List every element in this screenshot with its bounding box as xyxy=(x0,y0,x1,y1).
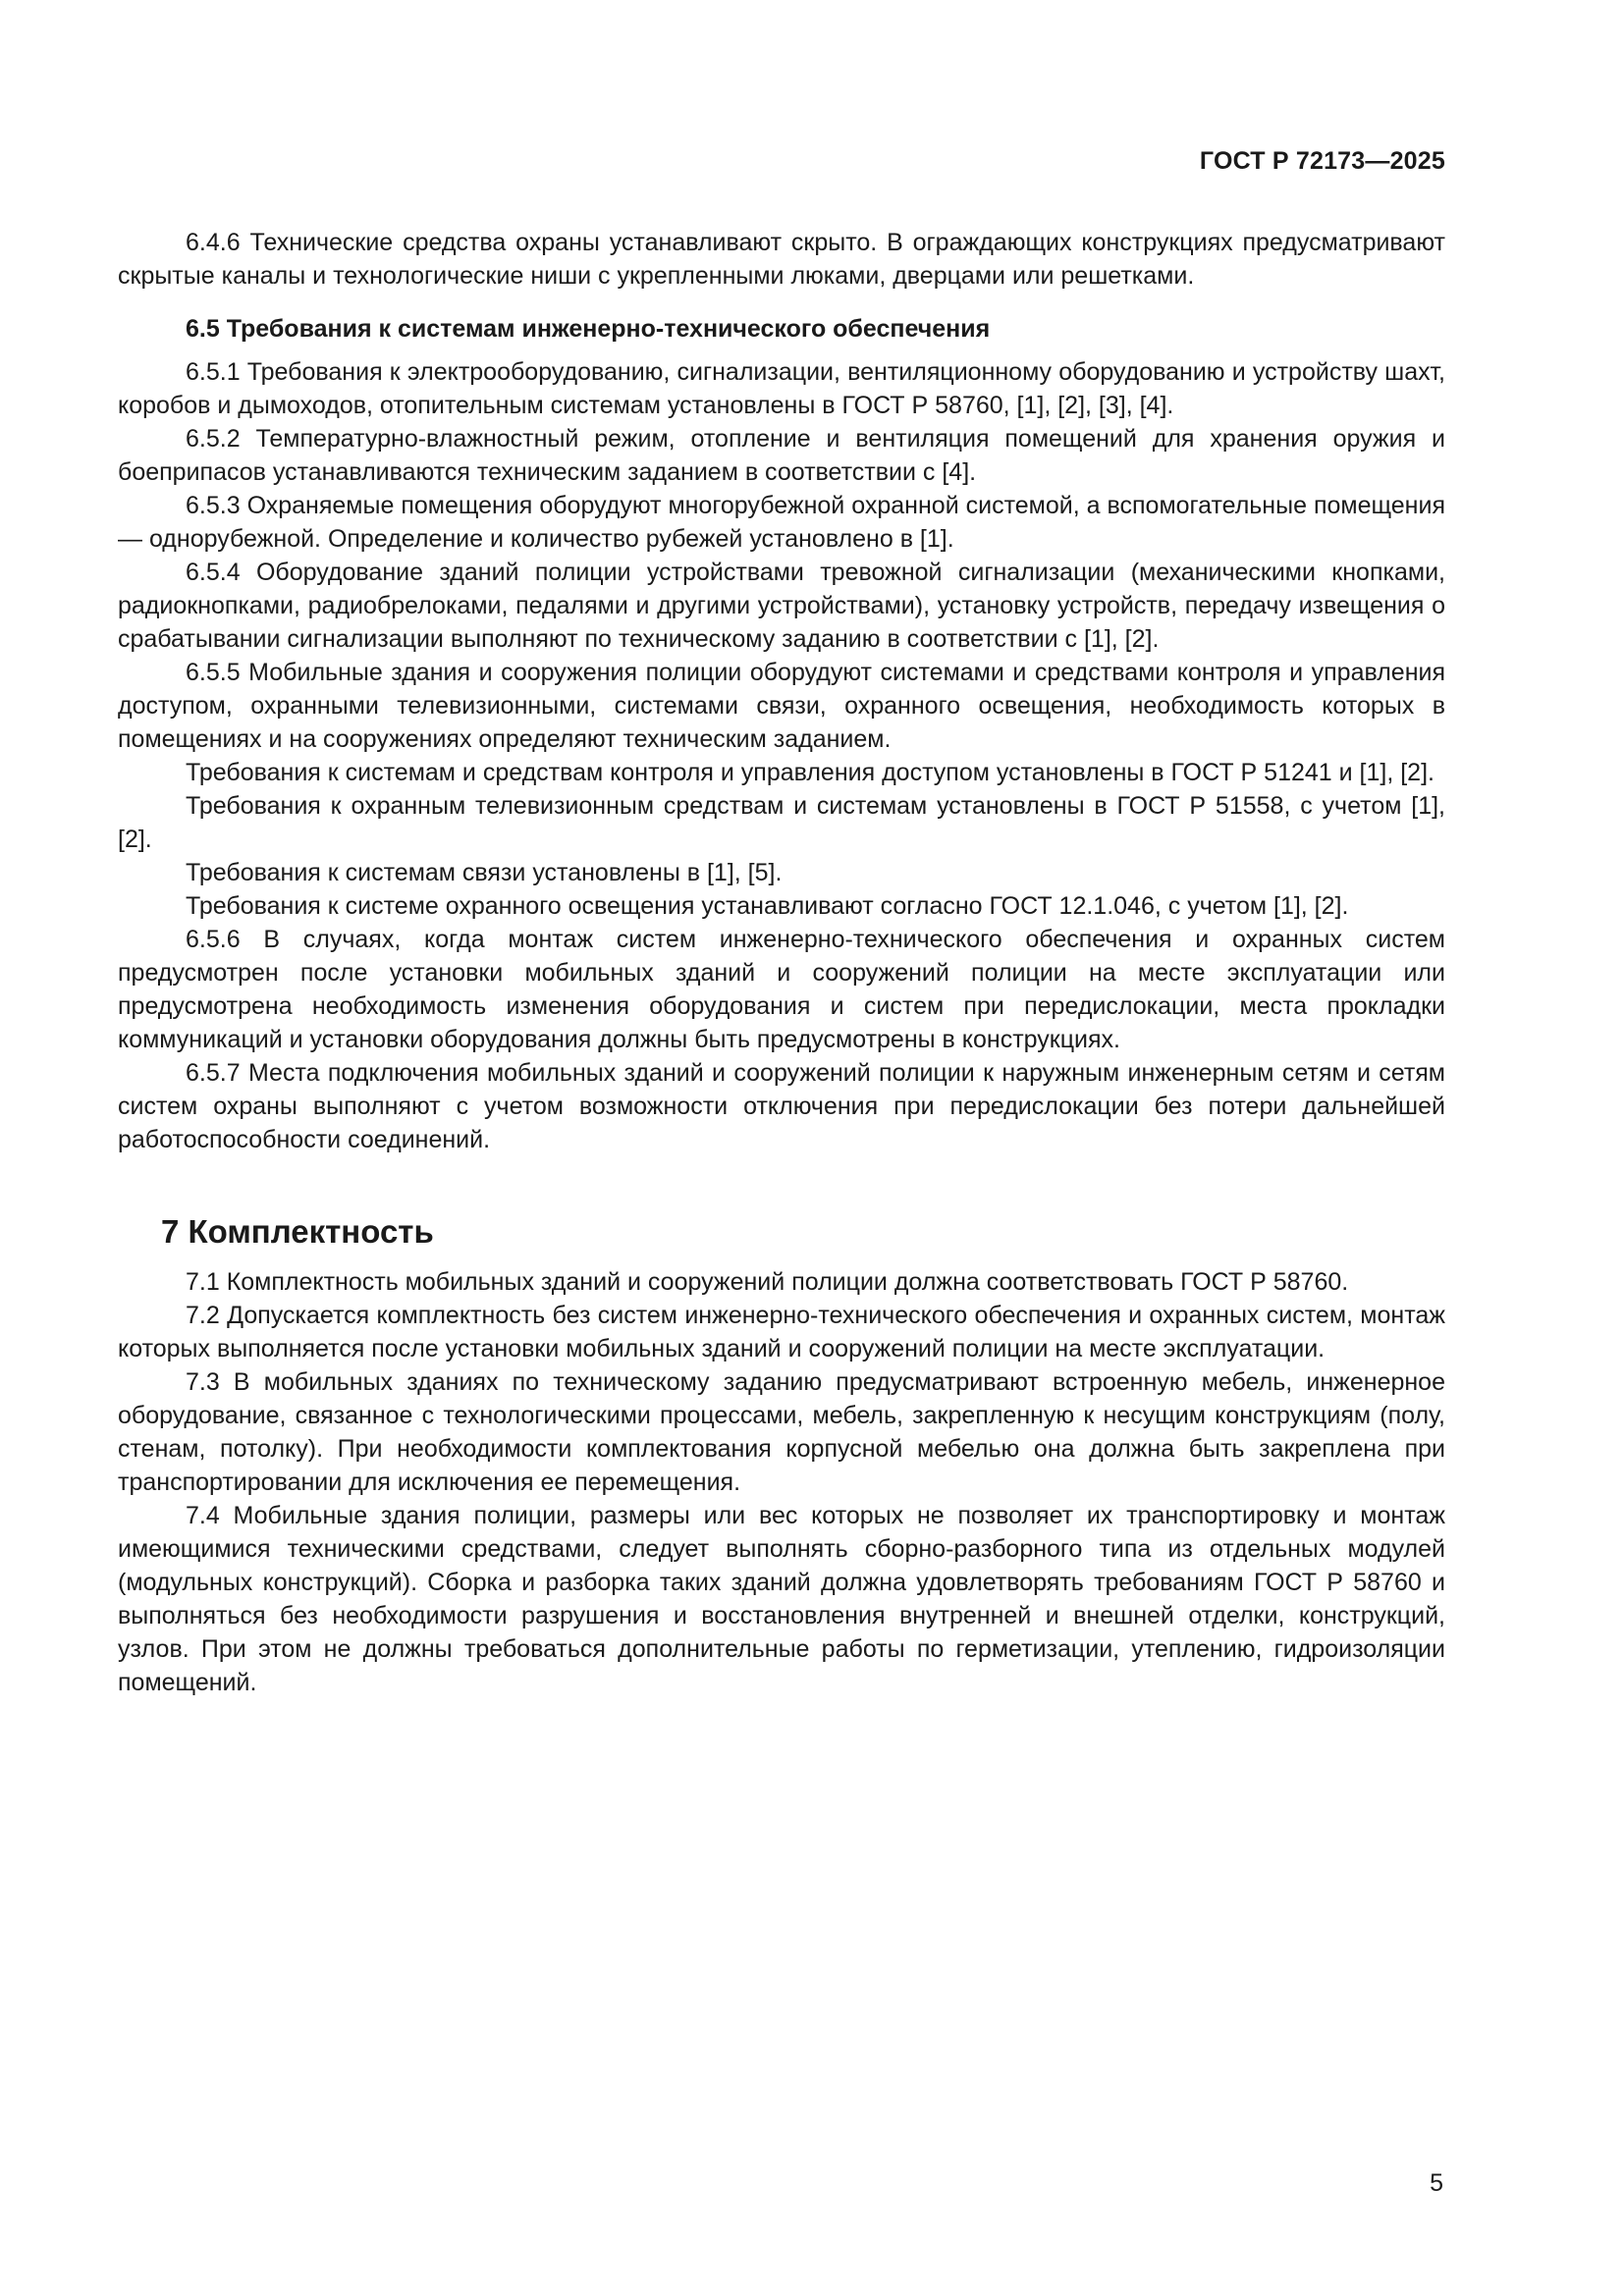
page-number: 5 xyxy=(1430,2169,1443,2197)
paragraph-6-5-5-communication: Требования к системам связи установлены в [1], [5]. xyxy=(186,859,783,886)
paragraph-7-3: 7.3 В мобильных зданиях по техническому заданию предусматривают встроенную мебель, инженерное оборудование, связанное с технологическими процессами, мебель, закрепленную к несущим конструкциям (полу, стенам, потолку). При необходимости комплектования корпусной мебелью она должна быть закреплена при транспортировании для исключения ее перемещения. xyxy=(118,1368,1445,1496)
paragraph-7-4: 7.4 Мобильные здания полиции, размеры или вес которых не позволяет их транспортировку и монтаж имеющимися техническими средствами, следует выполнять сборно-разборного типа из отдельных модулей (модульных конструкций). Сборка и разборка таких зданий должна удовлетворять требованиям ГОСТ Р 58760 и выполняться без необходимости разрушения и восстановления внутренней и внешней отделки, конструкций, узлов. При этом не должны требоваться дополнительные работы по герметизации, утеплению, гидроизоляции помещений. xyxy=(118,1502,1445,1696)
paragraph-6-5-5-lighting: Требования к системе охранного освещения устанавливают согласно ГОСТ 12.1.046, с учетом [1], [2]. xyxy=(186,892,1349,920)
paragraph-6-4-6: 6.4.6 Технические средства охраны устанавливают скрыто. В ограждающих конструкциях предусматривают скрытые каналы и технологические ниши с укрепленными люками, дверцами или решетками. xyxy=(118,229,1445,290)
paragraph-7-2: 7.2 Допускается комплектность без систем инженерно-технического обеспечения и охранных систем, монтаж которых выполняется после установки мобильных зданий и сооружений полиции на месте эксплуатации. xyxy=(118,1302,1445,1362)
document-body xyxy=(118,226,1445,1699)
paragraph-6-5-5-access-control: Требования к системам и средствам контроля и управления доступом установлены в ГОСТ Р 51241 и [1], [2]. xyxy=(186,759,1435,786)
paragraph-7-1: 7.1 Комплектность мобильных зданий и сооружений полиции должна соответствовать ГОСТ Р 58760. xyxy=(186,1268,1349,1296)
paragraph-6-5-5-television: Требования к охранным телевизионным средствам и системам установлены в ГОСТ Р 51558, с учетом [1], [2]. xyxy=(118,792,1445,853)
paragraph-6-5-4: 6.5.4 Оборудование зданий полиции устройствами тревожной сигнализации (механическими кнопками, радиокнопками, радиобрелоками, педалями и другими устройствами), установку устройств, передачу извещения о срабатывании сигнализации выполняют по техническому заданию в соответствии с [1], [2]. xyxy=(118,559,1445,653)
paragraph-6-5-3: 6.5.3 Охраняемые помещения оборудуют многорубежной охранной системой, а вспомогательные помещения — однорубежной. Определение и количество рубежей установлено в [1]. xyxy=(118,492,1445,553)
paragraph-6-5-5: 6.5.5 Мобильные здания и сооружения полиции оборудуют системами и средствами контроля и управления доступом, охранными телевизионными, системами связи, охранного освещения, необходимость которых в помещениях и на сооружениях определяют техническим заданием. xyxy=(118,659,1445,753)
paragraph-6-5-2: 6.5.2 Температурно-влажностный режим, отопление и вентиляция помещений для хранения оружия и боеприпасов устанавливаются техническим заданием в соответствии с [4]. xyxy=(118,425,1445,486)
document-id-header: ГОСТ Р 72173—2025 xyxy=(1199,147,1445,175)
section-title-7: 7 Комплектность xyxy=(161,1213,434,1250)
paragraph-6-5-7: 6.5.7 Места подключения мобильных зданий и сооружений полиции к наружным инженерным сетям и сетям систем охраны выполняют с учетом возможности отключения при передислокации без потери дальнейшей работоспособности соединений. xyxy=(118,1059,1445,1153)
paragraph-6-5-6: 6.5.6 В случаях, когда монтаж систем инженерно-технического обеспечения и охранных систем предусмотрен после установки мобильных зданий и сооружений полиции на месте эксплуатации или предусмотрена необходимость изменения оборудования и систем при передислокации, места прокладки коммуникаций и установки оборудования должны быть предусмотрены в конструкциях. xyxy=(118,926,1445,1053)
paragraph-6-5-1: 6.5.1 Требования к электрооборудованию, сигнализации, вентиляционному оборудованию и устройству шахт, коробов и дымоходов, отопительным системам установлены в ГОСТ Р 58760, [1], [2], [3], [4]. xyxy=(118,358,1445,419)
subsection-title-6-5: 6.5 Требования к системам инженерно-технического обеспечения xyxy=(186,315,991,343)
